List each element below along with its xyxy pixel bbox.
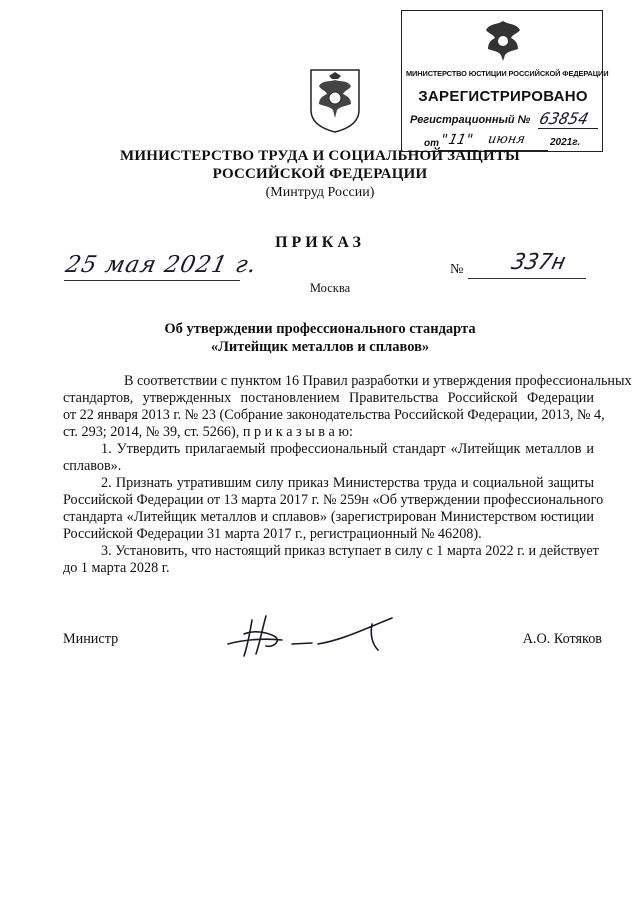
body-line: сплавов». bbox=[63, 458, 122, 474]
body-line: от 22 января 2013 г. № 23 (Собрание законодательства Российской Федерации, 2013, № 4, bbox=[63, 407, 605, 423]
stamp-date-prefix: от bbox=[424, 138, 439, 149]
body-line: ст. 293; 2014, № 39, ст. 5266), п р и к а з ы в а ю: bbox=[63, 424, 353, 440]
stamp-emblem-icon bbox=[480, 17, 526, 63]
ministry-short-name: (Минтруд России) bbox=[265, 185, 375, 200]
body-line: 3. Установить, что настоящий приказ вступает в силу с 1 марта 2022 г. и действует bbox=[101, 543, 599, 559]
stamp-date-day: "11" bbox=[438, 132, 476, 148]
ministry-name-line1: МИНИСТЕРСТВО ТРУДА И СОЦИАЛЬНОЙ ЗАЩИТЫ bbox=[120, 148, 520, 164]
handwritten-signature bbox=[222, 610, 402, 662]
stamp-ministry-text: МИНИСТЕРСТВО ЮСТИЦИИ РОССИЙСКОЙ ФЕДЕРАЦИИ bbox=[406, 69, 609, 78]
registration-stamp bbox=[401, 10, 609, 152]
stamp-regnum-underline bbox=[538, 128, 598, 129]
body-line: стандарта «Литейщик металлов и сплавов» (зарегистрирован Министерством юстиции bbox=[63, 509, 594, 525]
order-city: Москва bbox=[309, 281, 351, 295]
stamp-date-month: июня bbox=[486, 132, 527, 147]
order-number: 337н bbox=[509, 250, 568, 275]
body-line: до 1 марта 2028 г. bbox=[63, 560, 170, 576]
body-line: стандартов, утвержденных постановлением Правительства Российской Федерации bbox=[63, 390, 594, 406]
order-title-line2: «Литейщик металлов и сплавов» bbox=[210, 339, 430, 355]
body-line: Российской Федерации от 13 марта 2017 г. № 259н «Об утверждении профессионального bbox=[63, 492, 604, 508]
body-line: Российской Федерации 31 марта 2017 г., регистрационный № 46208). bbox=[63, 526, 482, 542]
stamp-regnum-label: Регистрационный № bbox=[410, 114, 531, 126]
body-line: 1. Утвердить прилагаемый профессиональный стандарт «Литейщик металлов и bbox=[101, 441, 594, 457]
order-date-underline bbox=[64, 280, 240, 281]
ministry-name-line2: РОССИЙСКОЙ ФЕДЕРАЦИИ bbox=[212, 166, 428, 182]
order-date: 25 мая 2021 г. bbox=[63, 252, 260, 278]
order-number-sign: № bbox=[450, 262, 464, 277]
body-line: В соответствии с пунктом 16 Правил разработки и утверждения профессиональных bbox=[124, 373, 632, 389]
coat-of-arms-icon bbox=[303, 66, 367, 134]
body-line: 2. Признать утратившим силу приказ Министерства труда и социальной защиты bbox=[101, 475, 594, 491]
signatory-title: Министр bbox=[63, 631, 119, 647]
stamp-date-year: 2021г. bbox=[550, 137, 581, 148]
stamp-registered-text: ЗАРЕГИСТРИРОВАНО bbox=[418, 88, 588, 105]
document-type: ПРИКАЗ bbox=[275, 234, 365, 251]
order-number-underline bbox=[468, 278, 586, 279]
signatory-name: А.О. Котяков bbox=[522, 631, 602, 647]
stamp-regnum-value: 63854 bbox=[537, 109, 591, 128]
order-title-line1: Об утверждении профессионального стандарта bbox=[164, 321, 476, 337]
